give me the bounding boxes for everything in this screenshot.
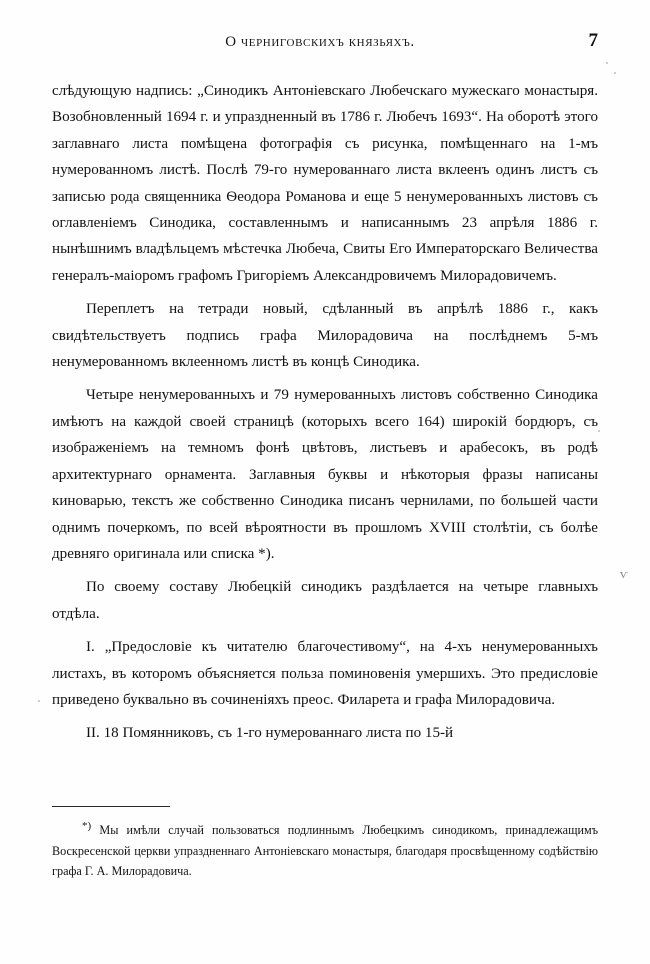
scan-speck <box>598 430 600 432</box>
paragraph-spacer <box>52 713 598 720</box>
scan-speck <box>614 72 616 74</box>
paragraph: I. „Предословіе къ читателю благочестивому“, на 4-хъ ненумерованныхъ листахъ, въ которомъ объясняется польза поминовенія умершихъ. Это предисловіе приведено буквально въ сочиненіяхъ преос. Филарета и графа Милорадовича. <box>52 639 598 708</box>
footnote-area <box>52 806 598 882</box>
paragraph: Переплетъ на тетради новый, сдѣланный въ апрѣлѣ 1886 г., какъ свидѣтельствуетъ подпись графа Милорадовича на послѣднемъ 5-мъ ненумерованномъ вклеенномъ листѣ въ концѣ Синодика. <box>52 301 598 371</box>
page-number: 7 <box>588 30 598 51</box>
paragraph: Четыре ненумерованныхъ и 79 нумерованныхъ листовъ собственно Синодика имѣютъ на каждой своей страницѣ (которыхъ всего 164) широкій бордюръ, съ изображеніемъ на темномъ фонѣ цвѣтовъ, листьевъ и арабесокъ, въ родѣ архитектурнаго орнамента. Заглавныя буквы и нѣкоторыя фразы написаны киноварью, текстъ же собственно Синодика писанъ чернилами, по большей части однимъ почеркомъ, по всей вѣроятности въ прошломъ XVIII столѣтіи, съ болѣе древняго оригинала или списка *). <box>52 387 598 562</box>
paragraph-spacer <box>52 375 598 382</box>
paragraph: II. 18 Помянниковъ, съ 1-го нумерованнаго листа по 15-й <box>86 725 454 742</box>
paragraph-spacer <box>52 289 598 296</box>
paragraph: По своему составу Любецкій синодикъ раздѣлается на четыре главныхъ отдѣла. <box>52 579 598 622</box>
paragraph: слѣдующую надпись: „Синодикъ Антоніевскаго Любечскаго мужескаго монастыря. Возобновленный 1694 г. и упраздненный въ 1786 г. Любечъ 1693“. На оборотѣ этого заглавнаго листа помѣщена фотографія съ рисунка, помѣщеннаго на 1-мъ нумерованномъ листѣ. Послѣ 79-го нумерованнаго листа вклеенъ одинъ листъ съ записью рода священника Ѳеодора Романова и еще 5 ненумерованныхъ листовъ съ оглавленіемъ Синодика, составленнымъ и написаннымъ 23 апрѣля 1886 г. нынѣшнимъ владѣльцемъ мѣстечка Любеча, Свиты Его Императорскаго Величества генералъ-маіоромъ графомъ Григоріемъ Александровичемъ Милорадовичемъ. <box>52 83 598 284</box>
footnote-marker: *) <box>82 820 92 832</box>
scan-speck <box>38 700 40 702</box>
running-head <box>52 30 598 64</box>
footnote-text: Мы имѣли случай пользоваться подлиннымъ Любецкимъ синодикомъ, принадлежащимъ Воскресенской церкви упраздненнаго Антоніевскаго монастыря, благодаря просвѣщенному содѣйствію графа Г. А. Милорадовича. <box>52 823 599 879</box>
running-head-title: О черниговскихъ князьяхъ. <box>225 34 415 50</box>
scan-speck <box>606 62 608 64</box>
paragraph-spacer <box>52 567 598 574</box>
footnote <box>52 816 598 882</box>
footnote-separator <box>52 806 170 807</box>
body-text <box>52 78 598 747</box>
margin-mark-glyph: ѵ <box>620 566 628 581</box>
paragraph-spacer <box>52 627 598 634</box>
